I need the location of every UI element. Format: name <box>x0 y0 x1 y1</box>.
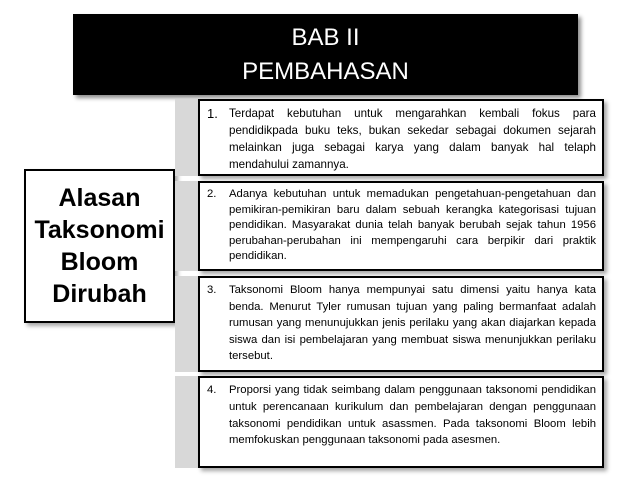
chapter-number: BAB II <box>291 24 360 51</box>
topic-label <box>34 182 164 310</box>
topic-line: Dirubah <box>52 280 147 308</box>
connector-stripe <box>175 181 198 271</box>
reason-number: 1. <box>207 106 218 121</box>
reason-box-2 <box>198 181 604 271</box>
reason-text: Adanya kebutuhan untuk memadukan pengetahuan-pengetahuan dan pemikiran-pemikiran baru dalam sebuah kerangka kategorisasi tujuan pendidikan. Masyarakat dunia telah banyak berubah sejak tahun 1956 perubahan-perubahan ini mempengaruhi cara berpikir dari praktik pendidikan. <box>229 188 596 262</box>
reason-number: 4. <box>207 384 217 396</box>
reason-text: Proporsi yang tidak seimbang dalam penggunaan taksonomi pendidikan untuk perencanaan kurikulum dan pembelajaran dengan penggunaan taksonomi pendidikan untuk asassmen. Pada taksonomi Bloom lebih memfokuskan penggunaan taksonomi pada asesmen. <box>229 384 596 447</box>
topic-line: Bloom <box>60 248 139 276</box>
connector-stripe <box>175 99 198 176</box>
reason-number: 2. <box>207 188 217 200</box>
reason-box-4 <box>198 376 604 468</box>
reason-text: Terdapat kebutuhan untuk mengarahkan kembali fokus para pendidikpada buku teks, bukan sekedar sebagai dokumen sejarah melainkan juga sebagai karya yang dalam banyak hal telaph mendahului zamannya. <box>229 107 596 171</box>
topic-line: Alasan <box>58 184 141 212</box>
topic-line: Taksonomi <box>34 216 165 244</box>
reason-text: Taksonomi Bloom hanya mempunyai satu dimensi yaitu hanya kata benda. Menurut Tyler rumusan tujuan yang paling bermanfaat adalah rumusan yang menunujukkan jenis perilaku yang akan diajarkan kepada siswa dan isi pembelajaran yang membuat siswa menunjukkan perilaku tersebut. <box>229 284 596 362</box>
reason-box-1 <box>198 99 604 176</box>
topic-box <box>24 169 175 323</box>
connector-stripe <box>175 276 198 372</box>
reason-box-3 <box>198 276 604 372</box>
title-banner <box>73 14 578 95</box>
connector-stripe <box>175 376 198 468</box>
reason-number: 3. <box>207 284 217 296</box>
chapter-title: PEMBAHASAN <box>242 58 409 85</box>
